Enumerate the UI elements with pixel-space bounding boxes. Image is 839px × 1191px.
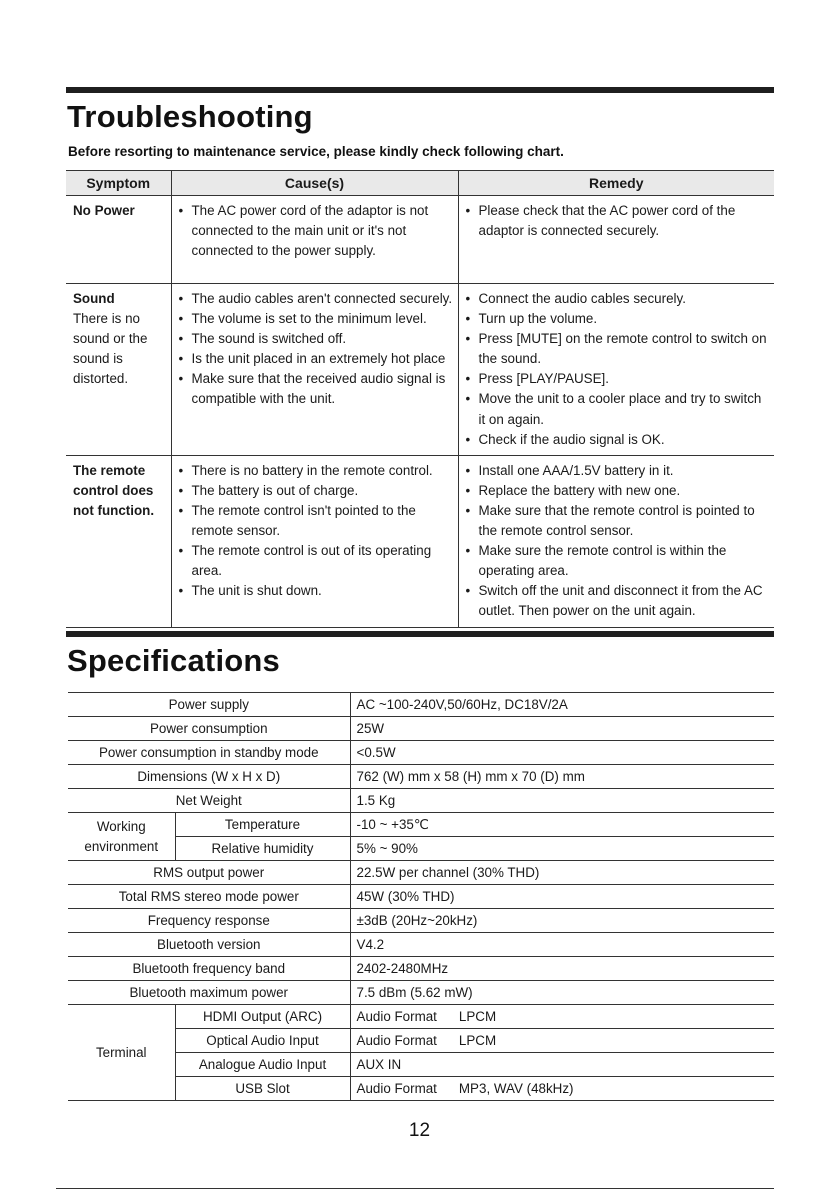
list-item: • Make sure that the received audio signal is compatible with the unit. — [178, 369, 454, 409]
list-item: • Check if the audio signal is OK. — [465, 430, 771, 450]
spec-value: 762 (W) mm x 58 (H) mm x 70 (D) mm — [350, 765, 774, 789]
spec-value — [350, 1005, 774, 1029]
list-item: • Connect the audio cables securely. — [465, 289, 771, 309]
spec-label: RMS output power — [68, 861, 350, 885]
list-item: • The audio cables aren't connected securely. — [178, 289, 454, 309]
list-item: • Turn up the volume. — [465, 309, 771, 329]
spec-label: Bluetooth maximum power — [68, 981, 350, 1005]
list-item: • The sound is switched off. — [178, 329, 454, 349]
header-symptom: Symptom — [66, 171, 171, 196]
spec-value: V4.2 — [350, 933, 774, 957]
list-item: • The volume is set to the minimum level. — [178, 309, 454, 329]
table-row — [68, 933, 774, 957]
table-row — [68, 813, 774, 837]
spec-label: Power consumption in standby mode — [68, 741, 350, 765]
list-item: • Make sure that the remote control is pointed to the remote control sensor. — [465, 501, 771, 541]
spec-label: Net Weight — [68, 789, 350, 813]
list-item: • The remote control isn't pointed to the remote sensor. — [178, 501, 454, 541]
table-row — [68, 717, 774, 741]
spec-label: USB Slot — [175, 1077, 350, 1101]
table-header-row — [66, 171, 774, 196]
section-rule-specifications — [66, 631, 774, 637]
troubleshooting-intro: Before resorting to maintenance service, please kindly check following chart. — [68, 144, 564, 159]
symptom-description: There is no sound or the sound is distorted. — [73, 311, 148, 387]
table-row — [68, 981, 774, 1005]
list-item: • Please check that the AC power cord of the adaptor is connected securely. — [465, 201, 771, 241]
spec-group-label: Working environment — [68, 813, 175, 861]
cause-cell — [171, 196, 458, 284]
table-row — [66, 196, 774, 284]
list-item: • Install one AAA/1.5V battery in it. — [465, 461, 771, 481]
footer-rule — [56, 1188, 774, 1189]
spec-value: <0.5W — [350, 741, 774, 765]
spec-value — [350, 1029, 774, 1053]
spec-group-label: Terminal — [68, 1005, 175, 1101]
spec-value: AUX IN — [350, 1053, 774, 1077]
list-item: • Make sure the remote control is within the operating area. — [465, 541, 771, 581]
page-number: 12 — [408, 1120, 431, 1141]
table-row — [66, 455, 774, 627]
spec-value: 45W (30% THD) — [350, 885, 774, 909]
spec-value: AC ~100-240V,50/60Hz, DC18V/2A — [350, 693, 774, 717]
symptom-cell — [66, 284, 171, 456]
spec-value: 1.5 Kg — [350, 789, 774, 813]
format-label: Audio Format — [356, 1033, 437, 1048]
remedy-cell — [458, 455, 774, 627]
list-item: • Press [MUTE] on the remote control to switch on the sound. — [465, 329, 771, 369]
spec-label: Total RMS stereo mode power — [68, 885, 350, 909]
spec-value: 22.5W per channel (30% THD) — [350, 861, 774, 885]
cause-cell — [171, 284, 458, 456]
table-row — [68, 1005, 774, 1029]
specifications-title: Specifications — [67, 643, 280, 678]
list-item: • Switch off the unit and disconnect it from the AC outlet. Then power on the unit again. — [465, 581, 771, 621]
spec-label: Relative humidity — [175, 837, 350, 861]
table-row — [68, 693, 774, 717]
spec-label: Temperature — [175, 813, 350, 837]
spec-label: HDMI Output (ARC) — [175, 1005, 350, 1029]
list-item: • The battery is out of charge. — [178, 481, 454, 501]
symptom-title: Sound — [73, 291, 115, 306]
spec-value: 5% ~ 90% — [350, 837, 774, 861]
spec-value: -10 ~ +35℃ — [350, 813, 774, 837]
format-value: LPCM — [458, 1009, 497, 1024]
format-label: Audio Format — [356, 1081, 437, 1096]
table-row — [66, 284, 774, 456]
section-rule-troubleshooting — [66, 87, 774, 93]
table-row — [68, 957, 774, 981]
table-row — [68, 885, 774, 909]
list-item: • Press [PLAY/PAUSE]. — [465, 369, 771, 389]
remedy-cell — [458, 196, 774, 284]
list-item: • Is the unit placed in an extremely hot place — [178, 349, 454, 369]
list-item: • The AC power cord of the adaptor is not connected to the main unit or it's not connected to the power supply. — [178, 201, 454, 261]
cause-cell — [171, 455, 458, 627]
header-cause: Cause(s) — [171, 171, 458, 196]
spec-value: 2402-2480MHz — [350, 957, 774, 981]
table-row — [68, 909, 774, 933]
spec-label: Analogue Audio Input — [175, 1053, 350, 1077]
spec-label: Dimensions (W x H x D) — [68, 765, 350, 789]
list-item: • Replace the battery with new one. — [465, 481, 771, 501]
symptom-cell — [66, 196, 171, 284]
list-item: • The remote control is out of its operating area. — [178, 541, 454, 581]
symptom-title: No Power — [73, 203, 135, 218]
spec-label: Optical Audio Input — [175, 1029, 350, 1053]
spec-label: Power consumption — [68, 717, 350, 741]
format-value: LPCM — [458, 1033, 497, 1048]
symptom-title: The remote control does not function. — [73, 462, 155, 518]
table-row — [68, 765, 774, 789]
troubleshooting-table — [66, 170, 774, 628]
list-item: • The unit is shut down. — [178, 581, 454, 601]
specifications-table — [68, 692, 774, 1101]
spec-label: Bluetooth frequency band — [68, 957, 350, 981]
table-row — [68, 741, 774, 765]
header-remedy: Remedy — [458, 171, 774, 196]
symptom-cell — [66, 455, 171, 627]
spec-label: Power supply — [68, 693, 350, 717]
spec-value: ±3dB (20Hz~20kHz) — [350, 909, 774, 933]
spec-value: 7.5 dBm (5.62 mW) — [350, 981, 774, 1005]
troubleshooting-title: Troubleshooting — [67, 99, 313, 134]
format-value: MP3, WAV (48kHz) — [458, 1081, 574, 1096]
list-item: • There is no battery in the remote control. — [178, 461, 454, 481]
spec-label: Bluetooth version — [68, 933, 350, 957]
remedy-cell — [458, 284, 774, 456]
spec-value — [350, 1077, 774, 1101]
spec-value: 25W — [350, 717, 774, 741]
table-row — [68, 861, 774, 885]
format-label: Audio Format — [356, 1009, 437, 1024]
list-item: • Move the unit to a cooler place and try to switch it on again. — [465, 389, 771, 429]
spec-label: Frequency response — [68, 909, 350, 933]
table-row — [68, 789, 774, 813]
